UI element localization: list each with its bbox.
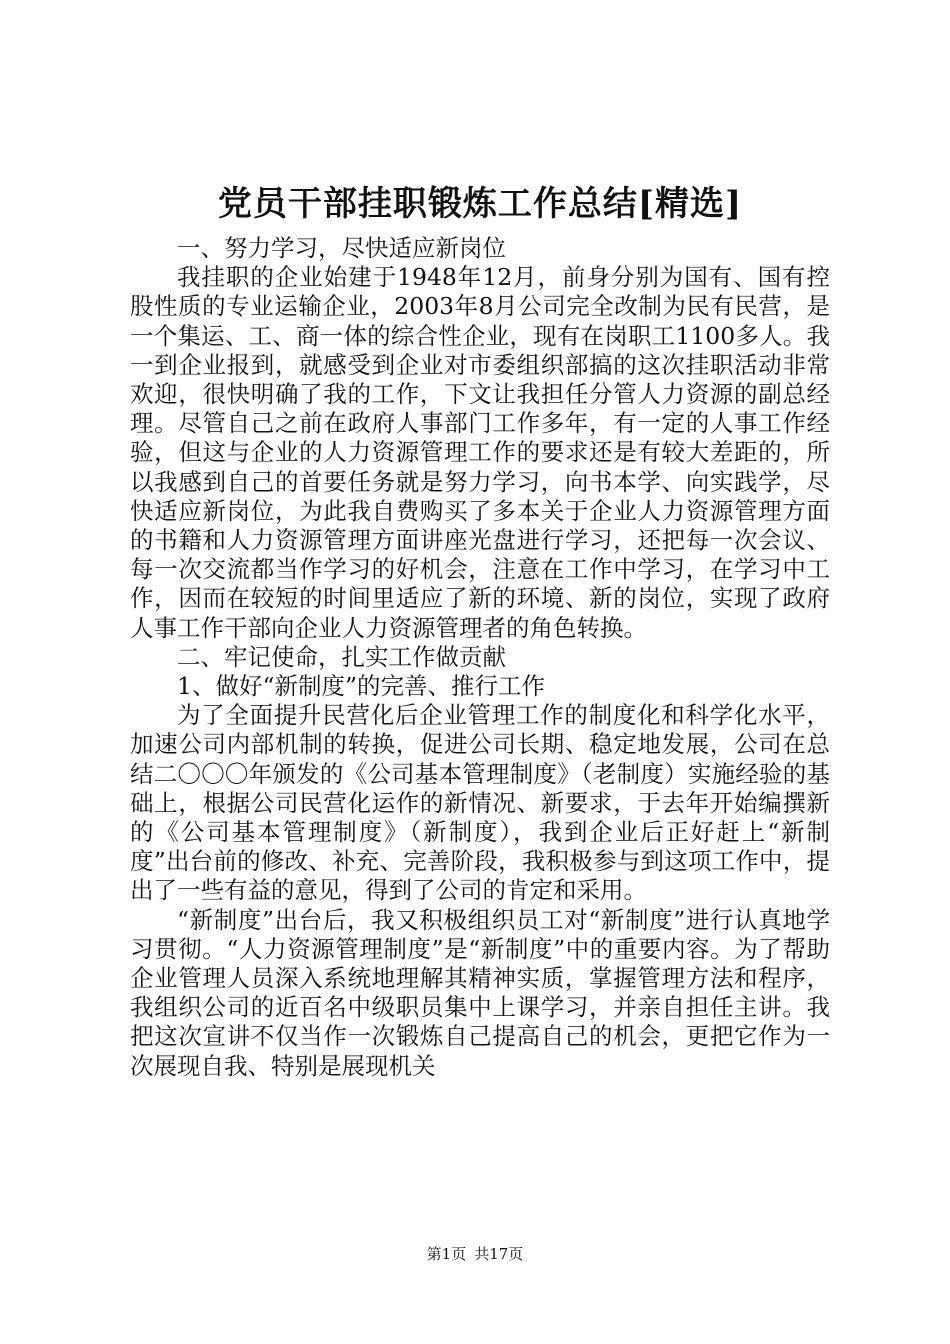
section-heading-1: 一、努力学习，尽快适应新岗位 [177, 234, 506, 262]
page-footer [0, 1244, 950, 1264]
page-number: 第1页 [426, 1245, 467, 1263]
page-total: 共17页 [474, 1245, 524, 1263]
document-page [130, 182, 830, 1081]
subsection-heading-1: 1、做好“新制度”的完善、推行工作 [177, 672, 545, 701]
body-paragraph: 为了全面提升民营化后企业管理工作的制度化和科学化水平，加速公司内部机制的转换，促进公司长期、稳定地发展，公司在总结二〇〇〇年颁发的《公司基本管理制度》（老制度）实施经验的基础上，根据公司民营化运作的新情况、新要求，于去年开始编撰新的《公司基本管理制度》（新制度），我到企业后正好赶上“新制度”出台前的修改、补充、完善阶段，我积极参与到这项工作中，提出了一些有益的意见，得到了公司的肯定和采用。 [130, 701, 830, 905]
body-paragraph: 我挂职的企业始建于1948年12月，前身分别为国有、国有控股性质的专业运输企业，2003年8月公司完全改制为民有民营，是一个集运、工、商一体的综合性企业，现有在岗职工1100多人。我一到企业报到，就感受到企业对市委组织部搞的这次挂职活动非常欢迎，很快明确了我的工作，下文让我担任分管人力资源的副总经理。尽管自己之前在政府人事部门工作多年，有一定的人事工作经验，但这与企业的人力资源管理工作的要求还是有较大差距的，所以我感到自己的首要任务就是努力学习，向书本学、向实践学，尽快适应新岗位，为此我自费购买了多本关于企业人力资源管理方面的书籍和人力资源管理方面讲座光盘进行学习，还把每一次会议、每一次交流都当作学习的好机会，注意在工作中学习，在学习中工作，因而在较短的时间里适应了新的环境、新的岗位，实现了政府人事工作干部向企业人力资源管理者的角色转换。 [130, 263, 830, 642]
section-heading-2: 二、牢记使命，扎实工作做贡献 [177, 642, 506, 671]
document-title: 党员干部挂职锻炼工作总结[精选] [217, 184, 743, 224]
body-paragraph: “新制度”出台后，我又积极组织员工对“新制度”进行认真地学习贯彻。“人力资源管理制度”是“新制度”中的重要内容。为了帮助企业管理人员深入系统地理解其精神实质，掌握管理方法和程序，我组织公司的近百名中级职员集中上课学习，并亲自担任主讲。我把这次宣讲不仅当作一次锻炼自己提高自己的机会，更把它作为一次展现自我、特别是展现机关 [130, 905, 830, 1080]
